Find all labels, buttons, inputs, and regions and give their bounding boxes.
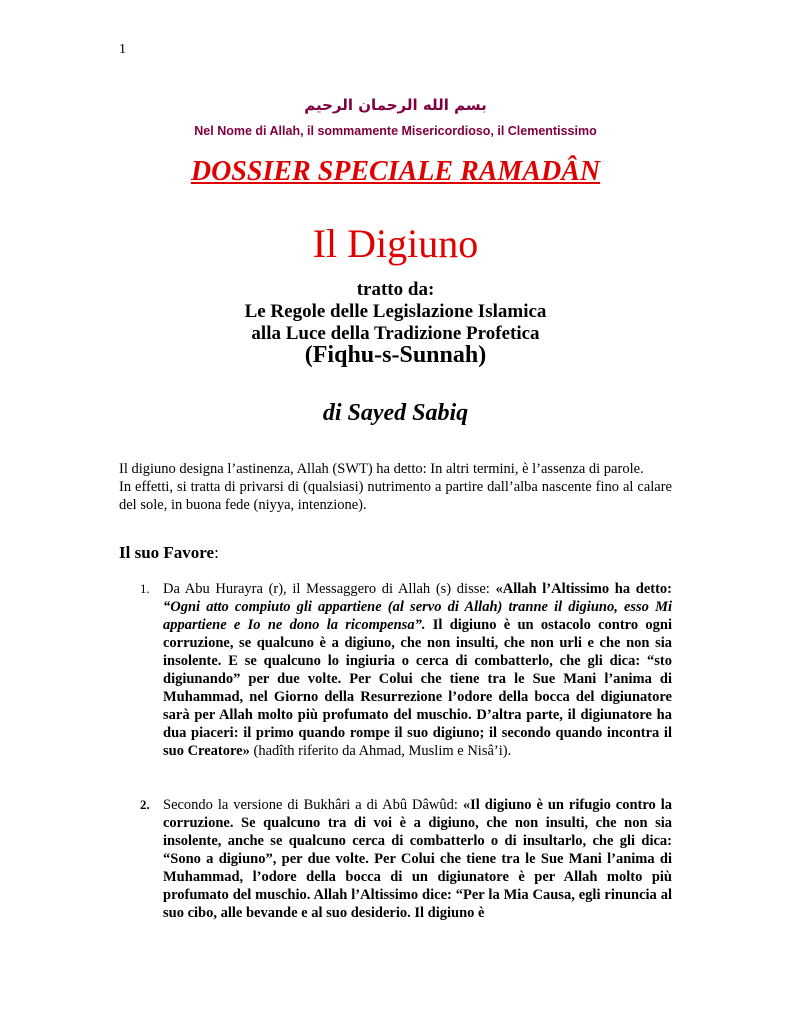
item-quote-italic: “Ogni atto compiuto gli appartiene (al servo di Allah) tranne il digiuno, esso Mi appartiene e Io ne dono la ricompensa”. <box>163 599 672 633</box>
item-quote-body: Il digiuno è un ostacolo contro ogni corruzione, se qualcuno è a digiuno, che non insulti, che non urli e che non sia insolente. E se qualcuno lo ingiuria o cerca di combatterlo, che gli dica: “sto digiunando” per due volte. Per Colui che tiene tra le Sue Mani l’anima di Muhammad, nel Giorno della Resurrezione l’odore della bocca del digiunatore sarà per Allah molto più profumato del muschio. D’altra parte, il digiunatore ha dua piaceri: il primo quando rompe il suo digiuno; il secondo quando incontra il suo Creatore» <box>163 617 672 759</box>
list-marker: 2. <box>140 797 150 812</box>
source-line-1: tratto da: <box>356 279 435 300</box>
list-item <box>140 796 673 922</box>
item-intro: Da Abu Hurayra (r), il Messaggero di Allah (s) disse: <box>163 581 496 597</box>
intro-text <box>119 460 672 514</box>
item-quote-body: «Il digiuno è un rifugio contro la corruzione. Se qualcuno tra di voi è a digiuno, che non insulti, che non sia insolente, anche se qualcuno cerca di combatterlo o di insultarlo, che gli dica: “Sono a digiuno”, per due volte. Per Colui che tiene tra le Sue Mani l’anima di Muhammad, l’odore della bocca di un digiunatore è per Allah molto più profumato del muschio. Allah l’Altissimo dice: “Per la Mia Causa, egli rinuncia al suo cibo, alle bevande e al suo desiderio. Il digiuno è <box>163 797 673 921</box>
item-reference: (hadîth riferito da Ahmad, Muslim e Nisâ’i). <box>249 743 512 759</box>
source-book-title: (Fiqhu-s-Sunnah) <box>304 342 487 368</box>
section-heading-text: Il suo Favore <box>119 543 215 562</box>
page-number: 1 <box>119 42 126 57</box>
dossier-title: DOSSIER SPECIALE RAMADÂN <box>190 156 601 187</box>
item-quote-start: «Allah l’Altissimo ha detto: <box>495 581 672 597</box>
list-marker: 1. <box>140 581 150 596</box>
section-heading-colon: : <box>214 543 219 562</box>
source-line-3: alla Luce della Tradizione Profetica <box>251 323 540 344</box>
intro-paragraph-2: In effetti, si tratta di privarsi di (qualsiasi) nutrimento a partire dall’alba nascente fino al calare del sole, in buona fede (niyya, intenzione). <box>119 479 672 513</box>
intro-paragraph-1: Il digiuno designa l’astinenza, Allah (SWT) ha detto: In altri termini, è l’assenza di parole. <box>119 461 644 477</box>
item-intro: Secondo la versione di Bukhâri a di Abû Dâwûd: <box>163 797 463 813</box>
main-title: Il Digiuno <box>312 221 479 266</box>
source-line-2: Le Regole delle Legislazione Islamica <box>244 301 547 322</box>
list-item <box>140 580 672 760</box>
section-heading <box>119 543 219 563</box>
basmala-translation: Nel Nome di Allah, il sommamente Misericordioso, il Clementissimo <box>194 124 597 138</box>
author: di Sayed Sabiq <box>322 400 469 426</box>
arabic-basmala: بسم الله الرحمان الرحيم <box>304 96 487 114</box>
